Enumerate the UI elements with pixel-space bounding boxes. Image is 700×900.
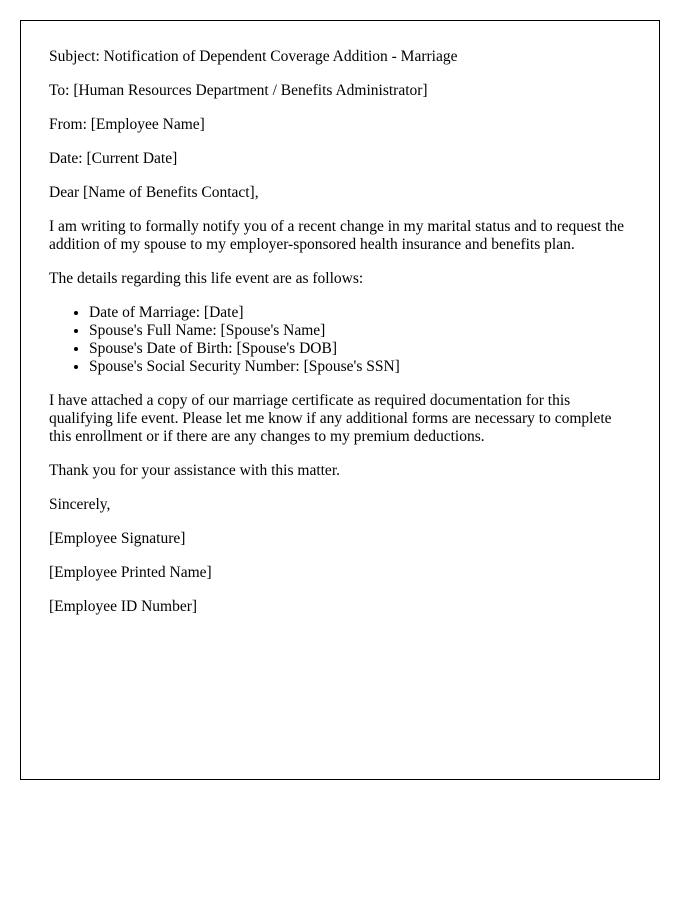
details-lead: The details regarding this life event are as follows: <box>49 270 364 287</box>
detail-spouse-name: • Spouse's Full Name: [Spouse's Name] <box>89 322 631 340</box>
signature-line: [Employee Signature] <box>49 530 186 547</box>
detail-marriage-date: • Date of Marriage: [Date] <box>89 304 631 322</box>
details-list <box>49 304 631 376</box>
letter-document <box>20 20 660 780</box>
detail-spouse-ssn: • Spouse's Social Security Number: [Spouse's SSN] <box>89 358 631 376</box>
attachment-paragraph: I have attached a copy of our marriage certificate as required documentation for this qualifying life event. Please let me know if any additional forms are necessary to complete this enrollment or if there are any changes to my premium deductions. <box>49 392 612 445</box>
closing: Sincerely, <box>49 496 111 513</box>
employee-id-line: [Employee ID Number] <box>49 598 198 615</box>
sender-line: From: [Employee Name] <box>49 116 205 133</box>
salutation: Dear [Name of Benefits Contact], <box>49 184 259 201</box>
detail-spouse-dob: • Spouse's Date of Birth: [Spouse's DOB] <box>89 340 631 358</box>
intro-paragraph: I am writing to formally notify you of a recent change in my marital status and to request the addition of my spouse to my employer-sponsored health insurance and benefits plan. <box>49 218 625 253</box>
thanks-line: Thank you for your assistance with this matter. <box>49 462 340 479</box>
printed-name-line: [Employee Printed Name] <box>49 564 212 581</box>
date-line: Date: [Current Date] <box>49 150 178 167</box>
subject-line: Subject: Notification of Dependent Coverage Addition - Marriage <box>49 48 458 65</box>
recipient-line: To: [Human Resources Department / Benefits Administrator] <box>49 82 428 99</box>
